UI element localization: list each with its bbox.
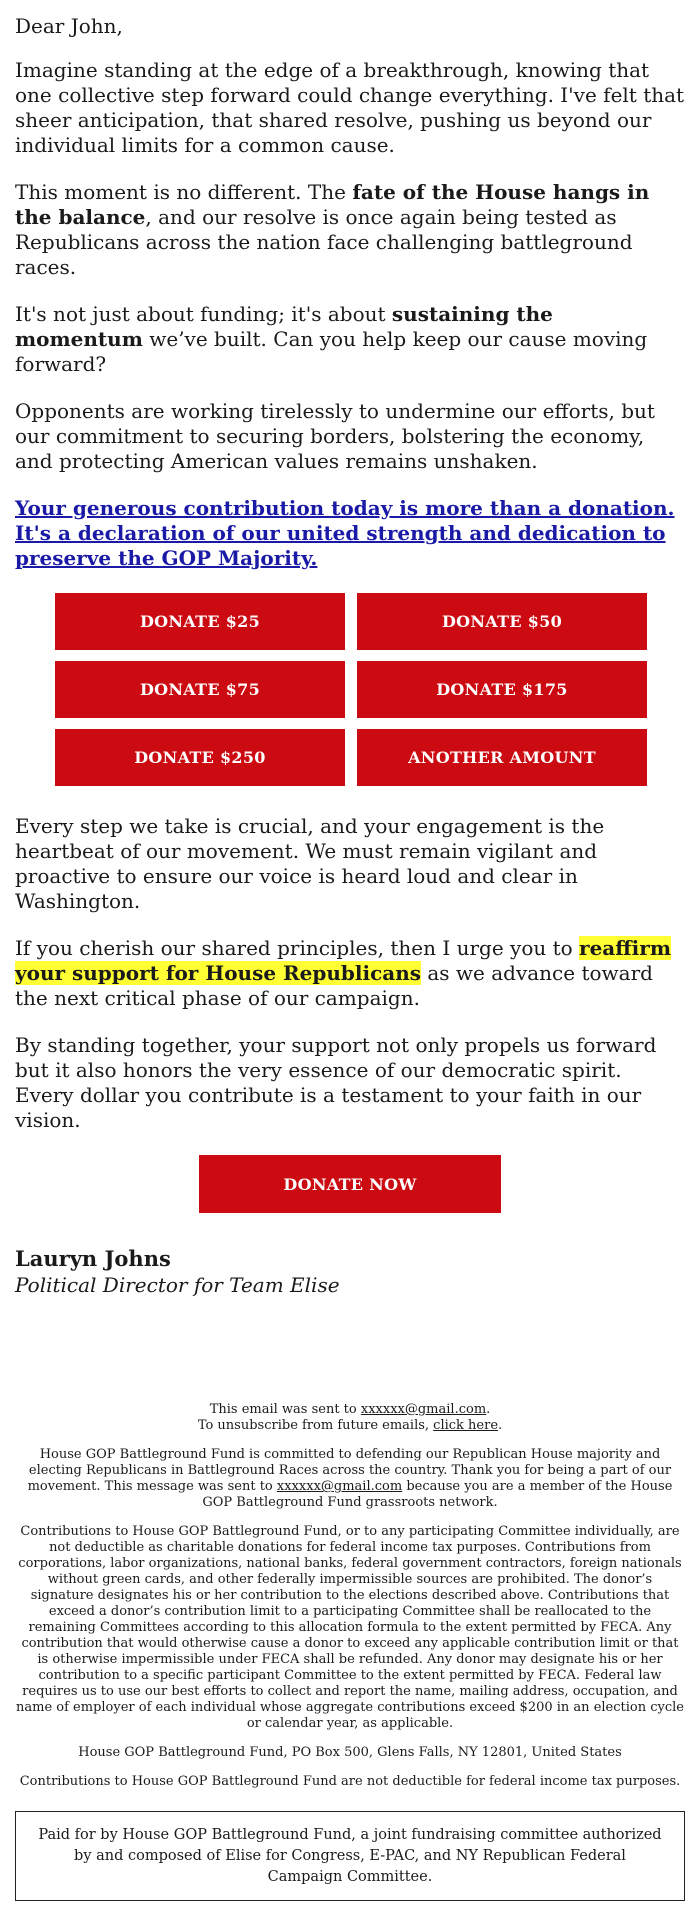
footer-sent-unsub <box>15 1402 685 1434</box>
paid-for-disclaimer <box>15 1811 685 1901</box>
donate-button-grid <box>55 593 685 786</box>
contribution-link[interactable]: Your generous contribution today is more than a donation. It's a declaration of our united strength and dedication to preserve the GOP Majority. <box>15 496 675 570</box>
text: This moment is no different. The <box>15 180 353 204</box>
bold-fate: fate of the House hangs in the balance <box>15 180 650 229</box>
footer <box>15 1402 685 1803</box>
signer-name: Lauryn Johns <box>15 1246 171 1271</box>
signer-title: Political Director for Team Elise <box>15 1273 340 1297</box>
donate-50-button[interactable]: DONATE $50 <box>357 593 647 650</box>
paragraph-intro: Imagine standing at the edge of a breakthrough, knowing that one collective step forward could change everything. I've felt that sheer anticipation, that shared resolve, pushing us beyond our individual limits for a common cause. <box>15 58 685 157</box>
text: . <box>498 1418 503 1433</box>
footer-mission <box>15 1447 685 1511</box>
donate-175-button[interactable]: DONATE $175 <box>357 661 647 718</box>
text: House GOP Battleground Fund is committed to defending our Republican House majority and electing Republicans in Battleground Races across the country. Thank you for being a part of our movement. This message was sent to <box>27 1447 672 1494</box>
text: . <box>486 1402 491 1417</box>
text: This email was sent to <box>209 1402 361 1417</box>
paragraph-fate <box>15 180 685 280</box>
donate-now-button[interactable]: DONATE NOW <box>199 1155 501 1213</box>
cta-paragraph <box>15 496 685 571</box>
greeting: Dear John, <box>15 14 123 38</box>
paragraph-opponents: Opponents are working tirelessly to undermine our efforts, but our commitment to securing borders, bolstering the economy, and protecting American values remains unshaken. <box>15 399 655 473</box>
unsubscribe-link[interactable]: click here <box>433 1418 499 1433</box>
footer-legal: Contributions to House GOP Battleground Fund, or to any participating Committee individually, are not deductible as charitable donations for federal income tax purposes. Contributions from corporations, labor organizations, national banks, federal government contractors, foreign nationals without green cards, and other federally impermissible sources are prohibited. The donor’s signature designates his or her contribution to the elections described above. Contributions that exceed a donor’s contribution limit to a participating Committee shall be reallocated to the remaining Committees according to this allocation formula to the extent permitted by FECA. Any contribution that would otherwise cause a donor to exceed any applicable contribution limit or that is otherwise impermissible under FECA shall be refunded. Any donor may designate his or her contribution to a specific participant Committee to the extent permitted by FECA. Federal law requires us to use our best efforts to collect and report the name, mailing address, occupation, and name of employer of each individual whose aggregate contributions exceed $200 in an election cycle or calendar year, as applicable. <box>16 1524 684 1731</box>
donate-250-button[interactable]: DONATE $250 <box>55 729 345 786</box>
donate-75-button[interactable]: DONATE $75 <box>55 661 345 718</box>
text: as we advance toward the next critical phase of our campaign. <box>15 961 653 1010</box>
text: we’ve built. Can you help keep our cause moving forward? <box>15 327 648 376</box>
another-amount-button[interactable]: ANOTHER AMOUNT <box>357 729 647 786</box>
footer-not-deductible: Contributions to House GOP Battleground Fund are not deductible for federal income tax purposes. <box>19 1774 681 1789</box>
paragraph-together: By standing together, your support not only propels us forward but it also honors the very essence of our democratic spirit. Every dollar you contribute is a testament to your faith in our vision. <box>15 1033 657 1132</box>
donate-now-wrap <box>15 1155 685 1213</box>
signature <box>15 1246 685 1298</box>
text: , and our resolve is once again being tested as Republicans across the nation face challenging battleground races. <box>15 205 633 279</box>
donate-25-button[interactable]: DONATE $25 <box>55 593 345 650</box>
paid-for-text: Paid for by House GOP Battleground Fund, a joint fundraising committee authorized by and composed of Elise for Congress, E-PAC, and NY Republican Federal Campaign Committee. <box>38 1826 662 1885</box>
paragraph-principles <box>15 936 685 1011</box>
mission-email-link[interactable]: xxxxxx@gmail.com <box>276 1479 403 1494</box>
highlighted-support: reaffirm your support for House Republicans <box>15 936 671 985</box>
paragraph-momentum <box>15 302 685 377</box>
bold-momentum: sustaining the momentum <box>15 302 553 351</box>
text: To unsubscribe from future emails, <box>197 1418 434 1433</box>
footer-address: House GOP Battleground Fund, PO Box 500, Glens Falls, NY 12801, United States <box>78 1745 622 1760</box>
text: If you cherish our shared principles, then I urge you to <box>15 936 580 960</box>
text: because you are a member of the House GOP Battleground Fund grassroots network. <box>202 1479 673 1510</box>
paragraph-engagement: Every step we take is crucial, and your engagement is the heartbeat of our movement. We must remain vigilant and proactive to ensure our voice is heard loud and clear in Washington. <box>15 814 605 913</box>
closing-section <box>15 814 685 1133</box>
text: It's not just about funding; it's about <box>15 302 392 326</box>
recipient-email-link[interactable]: xxxxxx@gmail.com <box>360 1402 487 1417</box>
